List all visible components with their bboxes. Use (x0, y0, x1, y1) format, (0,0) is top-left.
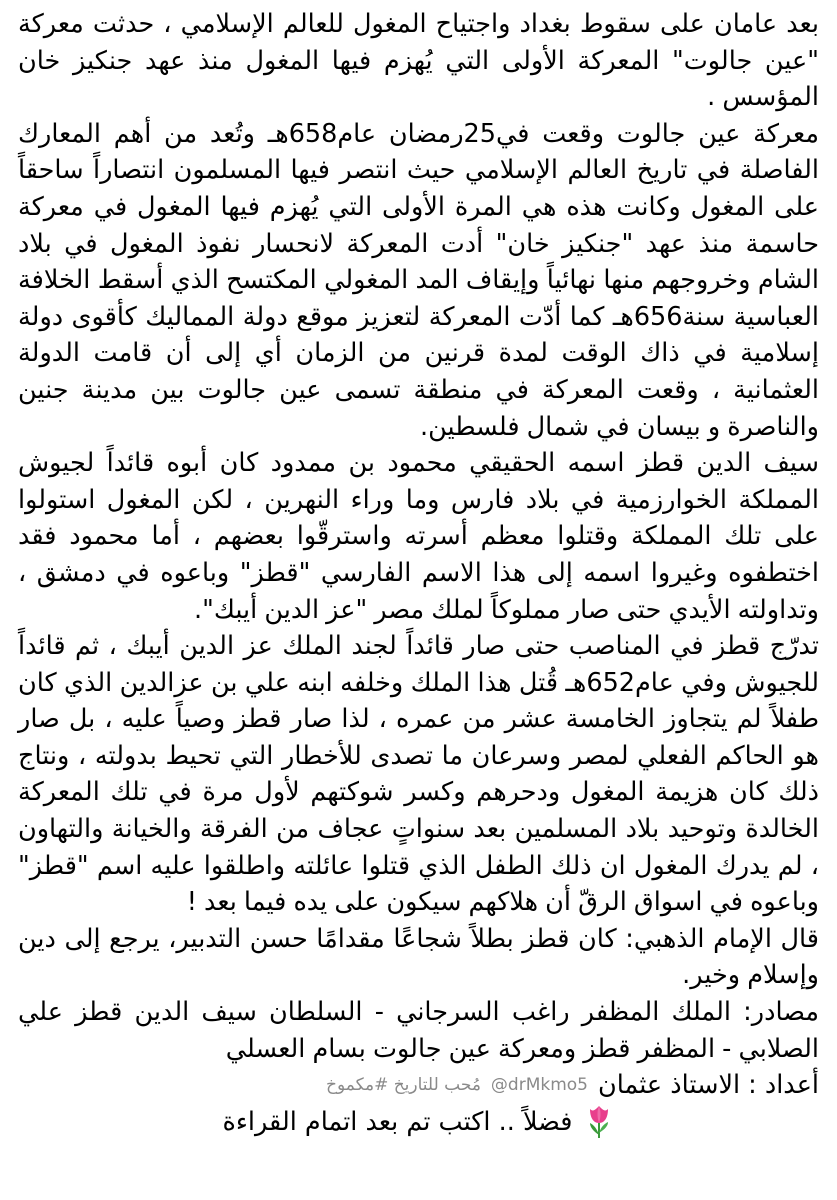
handle-tagline: مُحب للتاريخ #مكموخ (325, 1075, 481, 1096)
twitter-handle[interactable] (491, 1075, 588, 1095)
author-credit: أعداد : الاستاذ عثمان (598, 1070, 819, 1101)
paragraph-quote: قال الإمام الذهبي: كان قطز بطلاً شجاعًا مقدامًا حسن التدبير، يرجع إلى دين وإسلام وخير. (18, 923, 819, 991)
handle-text: @drMkmo5 (490, 1075, 588, 1096)
footer-row (18, 1105, 819, 1139)
tulip-icon (584, 1105, 614, 1139)
credit-row (18, 1067, 819, 1103)
footer-request: فضلاً .. اكتب تم بعد اتمام القراءة (222, 1107, 573, 1138)
paragraph-qutuz-origin: سيف الدين قطز اسمه الحقيقي محمود بن ممدود كان أبوه قائداً لجيوش المملكة الخوارزمية في بلاد فارس وما وراء النهرين ، لكن المغول استولوا على تلك المملكة وقتلوا معظم أسرته واسترقّوا بعضهم ، أما محمود فقد اختطفوه وغيروا اسمه إلى هذا الاسم الفارسي "قطز" وباعوه في دمشق ، وتداولته الأيدي حتى صار مملوكاً لملك مصر "عز الدين أيبك". (18, 448, 819, 625)
article-body (18, 6, 819, 1067)
paragraph-sources: مصادر: الملك المظفر راغب السرجاني - السلطان سيف الدين قطز علي الصلابي - المظفر قطز ومعركة عين جالوت بسام العسلي (18, 997, 819, 1064)
paragraph-qutuz-rise: تدرّج قطز في المناصب حتى صار قائداً لجند الملك عز الدين أيبك ، ثم قائداً للجيوش وفي عام652هـ قُتل هذا الملك وخلفه ابنه علي بن عزالدين الذي كان طفلاً لم يتجاوز الخامسة عشر من عمره ، لذا صار قطز وصياً عليه ، بل صار هو الحاكم الفعلي لمصر وسرعان ما تصدى للأخطار التي تحيط بدولته ، ونتاج ذلك كان هزيمة المغول ودحرهم وكسر شوكتهم لأول مرة في تلك المعركة الخالدة وتوحيد بلاد المسلمين بعد سنواتٍ عجاف من الفرقة والخيانة والتهاون ، لم يدرك المغول ان ذلك الطفل الذي قتلوا عائلته واطلقوا عليه اسم "قطز" وباعوه في اسواق الرقّ أن هلاكهم سيكون على يده فيما بعد ! (18, 631, 819, 918)
paragraph-intro: بعد عامان على سقوط بغداد واجتياح المغول للعالم الإسلامي ، حدثت معركة "عين جالوت" المعركة الأولى التي يُهزم فيها المغول منذ عهد جنكيز خان المؤسس . (18, 9, 819, 113)
paragraph-battle: معركة عين جالوت وقعت في25رمضان عام658هـ وتُعد من أهم المعارك الفاصلة في تاريخ العالم الإسلامي حيث انتصر فيها المسلمون انتصاراً ساحقاً على المغول وكانت هذه هي المرة الأولى التي يُهزم فيها المغول في معركة حاسمة منذ عهد "جنكيز خان" أدت المعركة لانحسار نفوذ المغول في بلاد الشام وخروجهم منها نهائياً وإيقاف المد المغولي المكتسح الذي أسقط الخلافة العباسية سنة656هـ كما أدّت المعركة لتعزيز موقع دولة المماليك كأقوى دولة إسلامية في ذاك الوقت لمدة قرنين من الزمان أي إلى أن قامت الدولة العثمانية ، وقعت المعركة في منطقة تسمى عين جالوت بين مدينة جنين والناصرة و بيسان في شمال فلسطين. (18, 118, 820, 442)
